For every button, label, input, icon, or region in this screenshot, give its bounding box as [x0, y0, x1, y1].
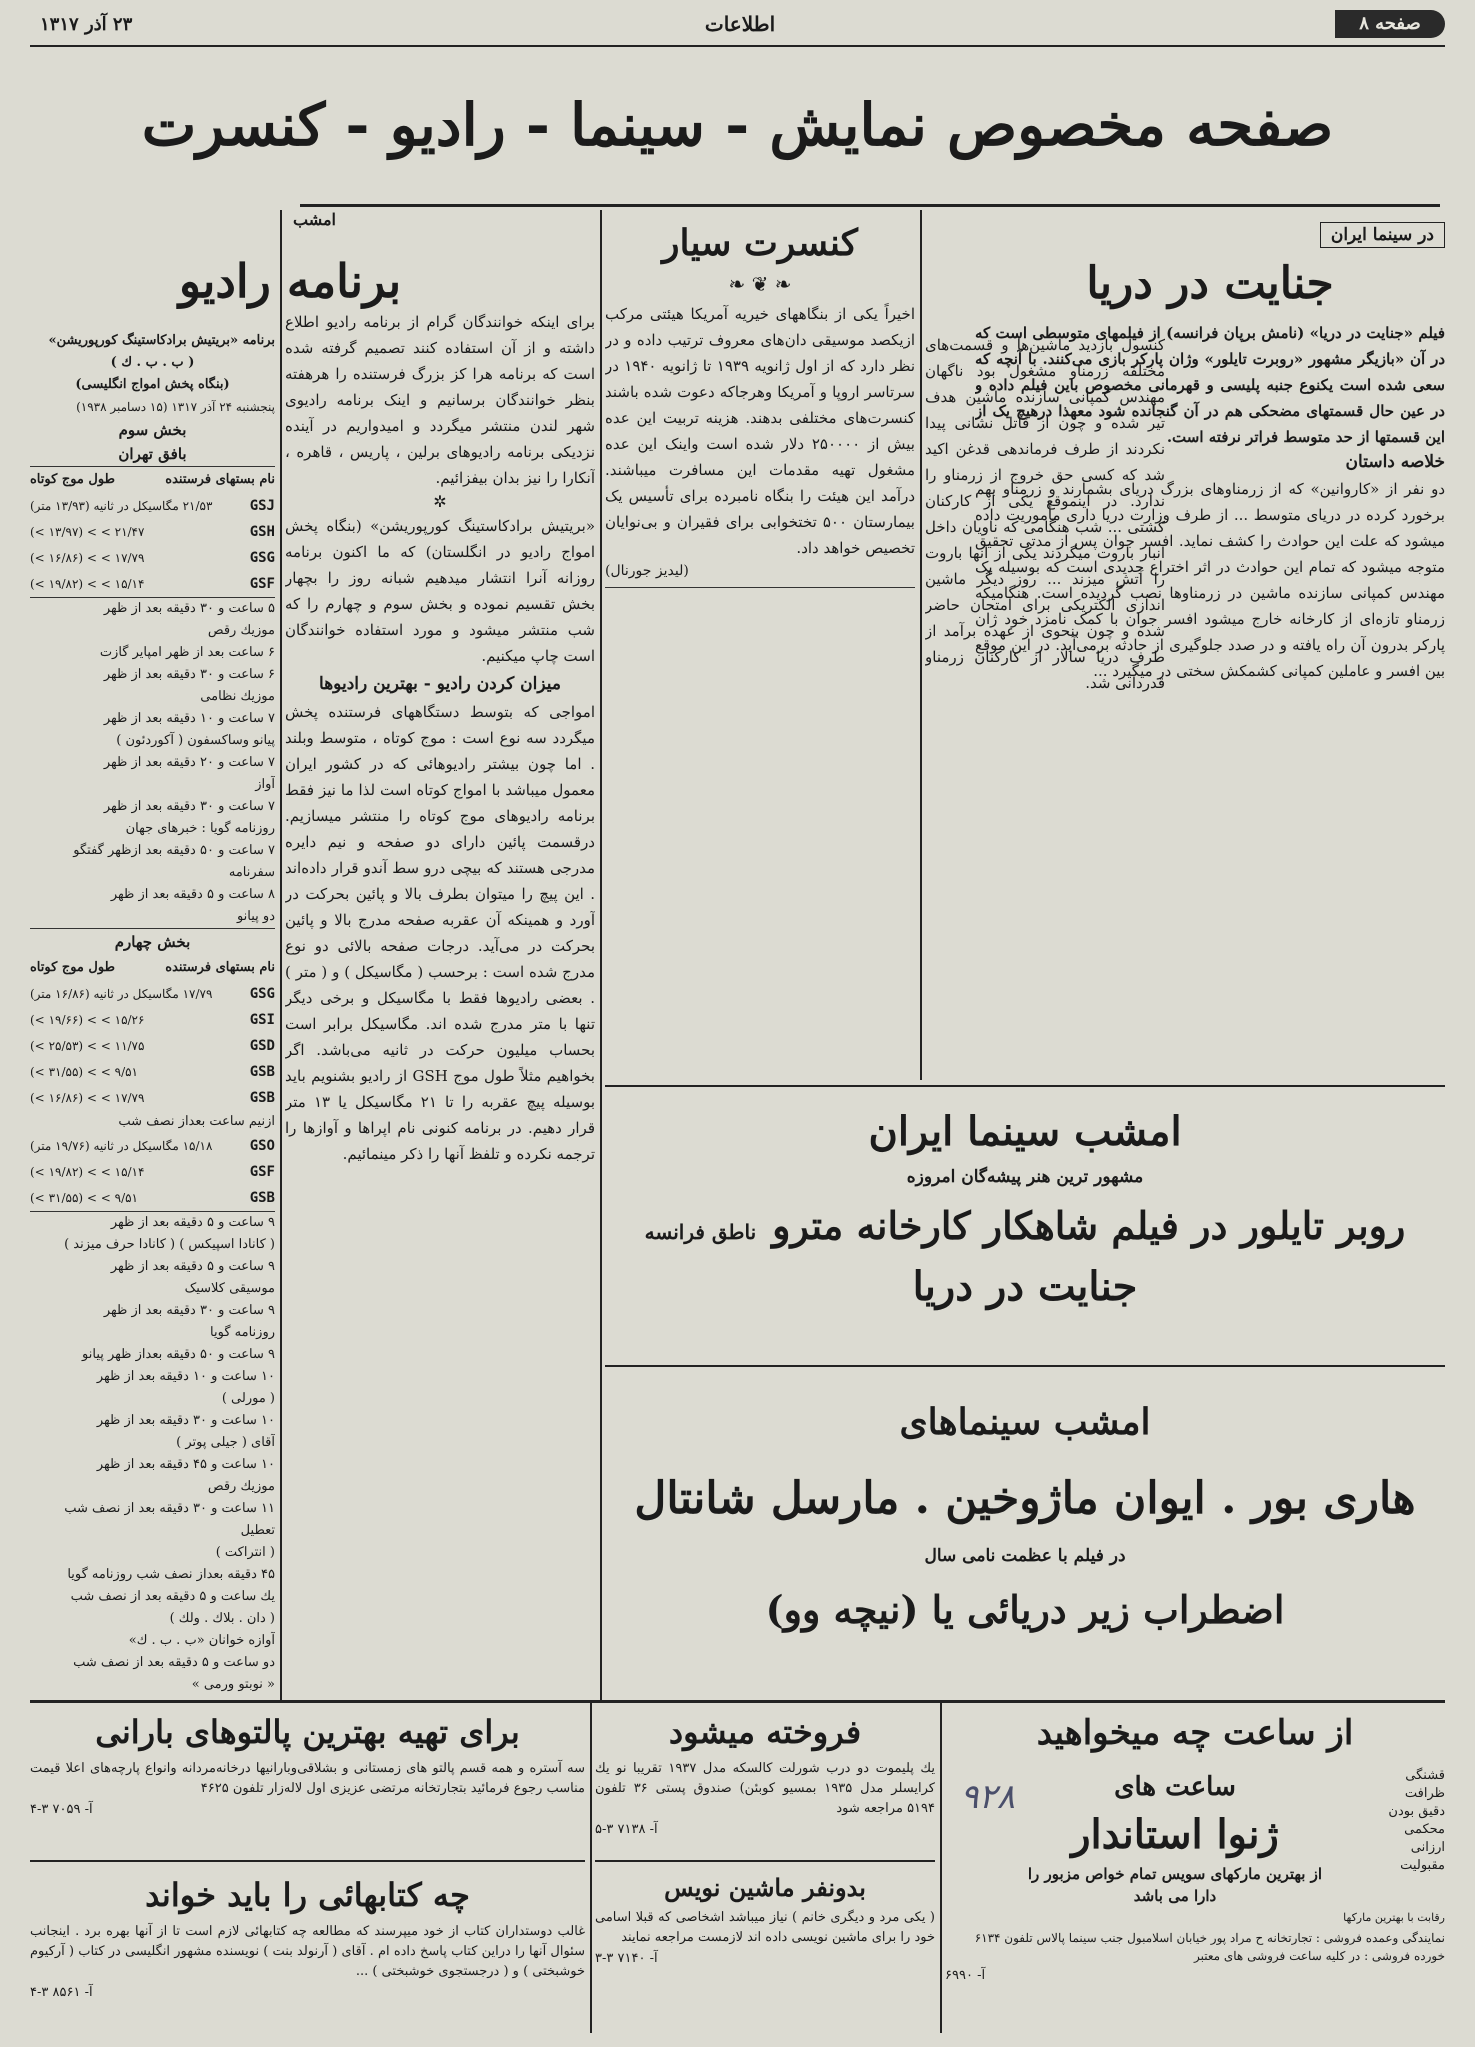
- ad-sale-code: آ- ۷۱۳۸ ۳-۵: [595, 1822, 658, 1837]
- ad-rule: [595, 1860, 935, 1862]
- section4-stations-late: [30, 1133, 275, 1211]
- column-divider: [280, 210, 282, 1700]
- station-code: GSH: [249, 524, 275, 540]
- schedule-col-headers: [30, 466, 275, 493]
- program-line: ( کانادا اسپیکس ) ( کانادا حرف میزند ): [64, 1237, 275, 1252]
- program-line: ( دان . بلاك . ولك ): [169, 1611, 275, 1626]
- schedule-subtitle: (بنگاه پخش امواج انگلیسی): [75, 377, 230, 392]
- ad-watches-brand-block: [1015, 1767, 1335, 1907]
- program-line: ( مورلی ): [221, 1391, 275, 1406]
- ad-divider: [940, 1703, 942, 2033]
- ad-books-code: آ- ۸۵۶۱ ۳-۴: [30, 1985, 93, 2000]
- radio-bbc-note: «بریتیش برادکاستینگ کورپوریشن» (بنگاه پخش امواج رادیو در انگلستان) که ما اکنون برنامه روزانه آنرا انتشار میدهیم شبانه روز را بچهار بخش تقسیم نموده و بخش سوم و چهارم را که شب منتشر میشود و مورد استفاده خوانندگان است چاپ میکنیم.: [285, 517, 595, 665]
- program-line: ۷ ساعت و ۲۰ دقیقه بعد از ظهر: [103, 755, 275, 770]
- column-divider: [920, 210, 922, 1080]
- station-row: [30, 545, 275, 571]
- ad-cinemas-tagline: در فیلم با عظمت نامی سال: [924, 1546, 1126, 1566]
- banner-rule: [300, 204, 1440, 207]
- program-line: ۱۱ ساعت و ۳۰ دقیقه بعد از نصف شب تعطیل: [64, 1501, 275, 1538]
- program-line: ۹ ساعت و ۵ دقیقه بعد از ظهر: [110, 1259, 275, 1274]
- ad-cinema-iran-film: جنایت در دریا: [912, 1263, 1138, 1310]
- concert-source: (لیدیز جورنال): [605, 563, 689, 579]
- program-line: ۷ ساعت و ۵۰ دقیقه بعد ازظهر گفتگو: [73, 843, 275, 858]
- station-frequency: ۱۵/۲۶ > > (۱۹/۶۶ >): [30, 1013, 145, 1027]
- program-line: پیانو وساکسفون ( آکوردئون ): [116, 733, 275, 748]
- ad-watches-retail: خورده فروشی : در کلیه ساعت فروشی های معتبر: [1193, 1949, 1445, 1963]
- ad-watches-brand: ژنوا استاندار: [1071, 1811, 1279, 1858]
- station-row: [30, 493, 275, 519]
- ad-cinema-iran: [605, 1090, 1445, 1360]
- radio-tonight: امشب: [293, 210, 336, 229]
- schedule-program-title: برنامه «بریتیش برادکاستینگ کورپوریشن»: [48, 333, 275, 348]
- concert-rule: [605, 587, 915, 588]
- station-code: GSB: [249, 1190, 275, 1206]
- ad-books-body: غالب دوستداران کتاب از خود میپرسند که مطالعه چه کتابهائی لازم است تا از آنها بهره برد . اینجانب سئوال آنها را دراین کتاب پاسخ داده ام . آقای ( آرنولد بنت ) نویسنده مشهور انگلیسی در کتاب ( آرکیوم خوشبختی ) و ( درجستجوی خوشبختی ) ...: [30, 1924, 585, 1979]
- banner-title: صفحه مخصوص نمایش - سینما - رادیو - کنسرت: [141, 91, 1334, 159]
- ad-watches-desc: از بهترین مارکهای سویس تمام خواص مزبور را دارا می باشد: [1027, 1865, 1323, 1905]
- station-code: GSD: [249, 1038, 275, 1054]
- cinema-article-continued: [925, 332, 1165, 1077]
- program-line: ۸ ساعت و ۵ دقیقه بعد از ظهر: [110, 887, 275, 902]
- station-row: [30, 1033, 275, 1059]
- ad-watches-headline: از ساعت چه میخواهید: [1036, 1713, 1354, 1753]
- program-line: یك ساعت و ۵ دقیقه بعد از نصف شب: [70, 1589, 275, 1604]
- concert-article: [605, 215, 915, 1085]
- ad-watches-side-note: رقابت با بهترین مارکها: [1343, 1911, 1445, 1924]
- program-line: موزیك رقص: [207, 623, 275, 638]
- ad-books-headline: چه کتابهائی را باید خواند: [145, 1876, 470, 1914]
- program-line: ( انتراکت ): [215, 1545, 275, 1560]
- ad-cinema-iran-language: ناطق فرانسه: [644, 1220, 757, 1244]
- station-frequency: ۲۱/۴۷ > > (۱۳/۹۷ >): [30, 525, 145, 539]
- program-line: ۶ ساعت و ۳۰ دقیقه بعد از ظهر: [103, 667, 275, 682]
- cinema-body: دو نفر از «کاروانین» که از زرمناوهای بزرگ دریای بشمارند و زرمناو بهم برخورد کرده در دریای متوسط ... از طرف وزارت دریا داری مأموریت داده میشود که علت این حوادث را کشف نماید. افسر جوان پس از مدتی تحقیق متوجه میشود که تمام این حوادث در اثر اختراع جدیدی است که بوسیله یک مهندس کمپانی سازنده ماشین در زرمناوها نصب گردیده است. هنگامیکه زرمناو تازه‌ای از کارخانه خارج میشود افسر جوان با کمک نامزد خود ژان پارکر بدرون آن راه یافته و در صدد جلوگیری از حادثه برمی‌آید. در این موقع بین افسر و عاملین کمپانی کشمکش سختی در میگیرد ...: [975, 480, 1445, 680]
- program-line: موزیك نظامی: [200, 689, 275, 704]
- ad-cinema-iran-tonight: امشب سینما ایران: [868, 1108, 1182, 1155]
- ad-rule: [605, 1365, 1445, 1367]
- schedule-col-headers-2: [30, 955, 275, 981]
- ad-rule: [30, 1860, 585, 1862]
- ad-sale-headline: فروخته میشود: [668, 1713, 862, 1751]
- station-frequency: ۱۵/۱۸ مگاسیکل در ثانیه (۱۹/۷۶ متر): [30, 1139, 213, 1153]
- ad-watches-body: [945, 1767, 1445, 1907]
- issue-date: ۲۳ آذر ۱۳۱۷: [40, 14, 133, 35]
- ad-watches-code: آ- ۶۹۹۰: [945, 1968, 986, 1983]
- ad-typist: [595, 1868, 935, 2033]
- section3-timezone: بافق تهران: [118, 445, 187, 463]
- station-row: [30, 1159, 275, 1185]
- ad-raincoats-code: آ- ۷۰۵۹ ۳-۴: [30, 1802, 93, 1817]
- program-line: ۱۰ ساعت و ۱۰ دقیقه بعد از ظهر: [96, 1369, 275, 1384]
- station-frequency: ۹/۵۱ > > (۳۱/۵۵ >): [30, 1065, 139, 1079]
- cinema-intro: فیلم «جنایت در دریا» (نامش برپان فرانسه) از فیلمهای متوسطی است که در آن «بازیگر مشهور «روبرت تایلور» وژان پارکر بازی می‌کنند. با آنچه که سعی شده است یکنوع جنبه پلیسی و قهرمانی مخصوص باین فیلم داده و در عین حال قسمتهای مضحکی هم در آن گنجانده شود معهذا درهیچ یک از این قسمتها از حد متوسط فراتر نرفته است.: [975, 324, 1445, 446]
- station-frequency: ۱۵/۱۴ > > (۱۹/۸۲ >): [30, 1165, 145, 1179]
- station-code: GSF: [249, 576, 275, 592]
- section4-programs: [30, 1211, 275, 1700]
- concert-headline: کنسرت سیار: [662, 222, 858, 264]
- radio-tech-title: میزان کردن رادیو - بهترین رادیوها: [319, 674, 561, 694]
- ad-raincoats-body: سه آستره و همه قسم پالتو های زمستانی و بشلاقی‌وبارانیها درخانه‌مردانه وانواع پارچه‌های اعلا قیمت مناسب رجوع فرمائید بتجارتخانه مرتضی عزیزی اول لاله‌زار تلفون ۴۶۲۵: [30, 1761, 585, 1796]
- watch-quality: محکمی: [1404, 1822, 1445, 1837]
- watch-quality: ارزانی: [1410, 1840, 1445, 1855]
- section3-programs: [30, 597, 275, 928]
- ad-cinemas-stars: هاری بور . ایوان ماژوخین . مارسل شانتال: [634, 1473, 1416, 1524]
- ad-cinema-iran-stars-row: [605, 1196, 1445, 1256]
- program-line: آواز: [255, 777, 275, 792]
- watch-quality: قشنگی: [1405, 1768, 1445, 1783]
- program-line: ۷ ساعت و ۱۰ دقیقه بعد از ظهر: [103, 711, 275, 726]
- watch-quality: مقبولیت: [1400, 1858, 1445, 1873]
- ad-cinema-iran-subtitle: مشهور ترین هنر پیشه‌گان امروزه: [906, 1167, 1144, 1187]
- station-row: [30, 1007, 275, 1033]
- station-code: GSF: [249, 1164, 275, 1180]
- page-number-label: صفحه ۸: [1335, 10, 1445, 38]
- ad-watches: [945, 1705, 1445, 2035]
- station-code: GSB: [249, 1064, 275, 1080]
- program-line: دو ساعت و ۵ دقیقه بعد از نصف شب: [73, 1655, 275, 1670]
- ad-raincoats: [30, 1705, 585, 1855]
- ad-cinemas-tonight: امشب سینماهای: [899, 1401, 1151, 1443]
- section3-title: بخش سوم: [118, 421, 187, 439]
- station-frequency: ۱۱/۷۵ > > (۲۵/۵۳ >): [30, 1039, 145, 1053]
- col-header-station: نام بستهای فرستنده: [165, 472, 275, 487]
- program-line: ۵ ساعت و ۳۰ دقیقه بعد از ظهر: [103, 601, 275, 616]
- program-line: « نوبتو ورمی »: [191, 1677, 275, 1692]
- col-header-wavelength: طول موج کوتاه: [30, 472, 115, 487]
- ad-sale: [595, 1705, 935, 1855]
- program-line: سفرنامه: [228, 865, 275, 880]
- program-line: آقای ( جیلی پوتر ): [176, 1435, 275, 1450]
- radio-headline: برنامه رادیو: [178, 254, 402, 308]
- ad-books: [30, 1868, 585, 2033]
- program-line: روزنامه گویا : خبرهای جهان: [125, 821, 275, 836]
- station-code: GSO: [249, 1138, 275, 1154]
- section4-note: ازنیم ساعت بعداز نصف شب: [118, 1114, 275, 1129]
- concert-body: اخیراً یکی از بنگاههای خیریه آمریکا هیئتی مرکب ازیکصد موسیقی دان‌های معروف ترتیب داده و در نظر دارد که از اول ژانویه ۱۹۳۹ تا ژانویه ۱۹۴۰ در سرتاسر اروپا و آمریکا وهرجاکه دعوت شده باشند کنسرت‌های مختلفی بدهند. هزینه تربیت این عده بیش از ۲۵۰۰۰۰ دلار شده است واینک این عده مشغول تهیه مقدمات این مسافرت میباشند. درآمد این هیئت را بنگاه نامبرده برای تأسیس یک بیمارستان ۵۰۰ تختخوابی برای فقیران و بی‌نوایان تخصیص خواهد داد.: [605, 305, 915, 557]
- station-frequency: ۲۱/۵۳ مگاسیکل در ثانیه (۱۳/۹۳ متر): [30, 499, 213, 513]
- station-code: GSG: [249, 550, 275, 566]
- program-line: ۹ ساعت و ۳۰ دقیقه بعد از ظهر: [103, 1303, 275, 1318]
- station-row: [30, 1185, 275, 1211]
- station-code: GSB: [249, 1090, 275, 1106]
- ad-divider: [590, 1703, 592, 2033]
- station-frequency: ۱۵/۱۴ > > (۱۹/۸۲ >): [30, 577, 145, 591]
- program-line: آوازه خوانان «ب . ب . ك»: [128, 1633, 275, 1648]
- ad-typist-headline: بدونفر ماشین نویس: [664, 1873, 866, 1902]
- program-line: روزنامه گویا: [210, 1325, 275, 1340]
- newspaper-name: اطلاعات: [704, 12, 776, 36]
- station-frequency: ۱۷/۷۹ > > (۱۶/۸۶ >): [30, 551, 145, 565]
- radio-star-icon: ✲: [433, 492, 447, 511]
- ad-watches-qualities: [1335, 1767, 1445, 1907]
- col-header-station: نام بستهای فرستنده: [165, 960, 275, 975]
- schedule-abbr: ( ب . ب . ك ): [110, 355, 195, 370]
- station-code: GSI: [249, 1012, 275, 1028]
- station-row: [30, 1059, 275, 1085]
- program-line: موزیك رقص: [207, 1479, 275, 1494]
- ad-watches-brand-pre: ساعت های: [1114, 1772, 1236, 1802]
- cinema-summary-title: خلاصه داستان: [1345, 452, 1445, 472]
- ad-typist-body: ( یکی مرد و دیگری خانم ) نیاز میباشد اشخاصی که قبلا اسامی خود را برای ماشین نویسی داده اند لازمست مراجعه نمایند: [595, 1910, 935, 1945]
- station-row: [30, 571, 275, 597]
- ad-cinemas: [605, 1372, 1445, 1692]
- ad-watches-dealer: نمایندگی وعمده فروشی : تجارتخانه ح مراد پور خیابان اسلامبول جنب سینما پالاس تلفون ۶۱۳۴: [974, 1931, 1445, 1945]
- watch-quality: دقیق بودن: [1388, 1804, 1445, 1819]
- ad-cinema-iran-stars: روبر تایلور در فیلم شاهکار کارخانه مترو: [772, 1203, 1406, 1248]
- bottom-ads-rule: [30, 1700, 1445, 1703]
- section4-stations: [30, 981, 275, 1111]
- header-rule: [30, 45, 1445, 47]
- ad-typist-code: آ- ۷۱۴۰ ۳-۳: [595, 1951, 658, 1966]
- station-frequency: ۹/۵۱ > > (۳۱/۵۵ >): [30, 1191, 139, 1205]
- column-divider: [600, 210, 602, 1700]
- ad-raincoats-headline: برای تهیه بهترین پالتوهای بارانی: [95, 1713, 520, 1751]
- radio-intro: برای اینکه خوانندگان گرام از برنامه رادیو اطلاع داشته و از آن استفاده کنند تصمیم گرفته شده است که برنامه هرا کز بزرگ فرستنده را هرهفته بنظر خوانندگان برسانیم و اینک برنامه رادیوی شهر لندن منتشر میگردد و امیدواریم در آینده نزدیکی برنامه رادیوهای برلین ، پاریس ، قاهره ، آنکارا را نیز بدان بیفزائیم.: [285, 313, 595, 487]
- cinema-kicker: در سینما ایران: [1320, 222, 1445, 248]
- watch-quality: ظرافت: [1404, 1786, 1445, 1801]
- schedule-date: پنجشنبه ۲۴ آذر ۱۳۱۷ (۱۵ دسامبر ۱۹۳۸): [76, 400, 275, 414]
- ad-sale-body: یك پلیموت دو درب شورلت کالسکه مدل ۱۹۳۷ تقریبا نو یك کرایسلر مدل ۱۹۳۵ بمسیو کوبئن) صندوق پستی ۳۶ تلفون ۵۱۹۴ مراجعه شود: [595, 1761, 935, 1816]
- col-header-wavelength: طول موج کوتاه: [30, 960, 115, 975]
- cinema-body-continued: کنسول بازدید ماشین‌ها و قسمت‌های مختلفه زرمناو مشغول بود ناگهان مهندس کمپانی سازنده ماشین هدف تیر شده و چون از قاتل نشانی پیدا نکردند از طرف فرماندهی قدغن اکید شد که کسی حق خروج از زرمناو را ندارد. در اینموقع یکی از کارکنان کشتی ... شب هنگامی که ناویان داخل انبار باروت میگردند یکی از آنها باروت را آتش میزند ... روز دیگر ماشین اندازی الکتریکی برای امتحان حاضر شده و چون بنحوی از عهده برآمد از طرف دریا سالار از کارکنان زرمناو قدردانی شد.: [925, 336, 1165, 692]
- station-code: GSJ: [249, 498, 275, 514]
- station-frequency: ۱۷/۷۹ > > (۱۶/۸۶ >): [30, 1091, 145, 1105]
- program-line: دو پیانو: [236, 909, 275, 924]
- station-row: [30, 519, 275, 545]
- station-row: [30, 1133, 275, 1159]
- station-code: GSG: [249, 986, 275, 1002]
- cinema-headline: جنایت در دریا: [1086, 258, 1334, 309]
- ad-watches-handwritten: ۹۲۸: [960, 1777, 1015, 1817]
- program-line: ۴۵ دقیقه بعداز نصف شب روزنامه گویا: [67, 1567, 275, 1582]
- ad-rule: [605, 1085, 1445, 1087]
- section3-stations: [30, 493, 275, 597]
- station-frequency: ۱۷/۷۹ مگاسیکل در ثانیه (۱۶/۸۶ متر): [30, 987, 213, 1001]
- ad-cinemas-film: اضطراب زیر دریائی یا (نیچه وو): [765, 1587, 1285, 1632]
- radio-schedule: [30, 330, 275, 1700]
- program-line: ۷ ساعت و ۳۰ دقیقه بعد از ظهر: [103, 799, 275, 814]
- radio-article: [285, 210, 595, 1700]
- program-line: ۱۰ ساعت و ۴۵ دقیقه بعد از ظهر: [96, 1457, 275, 1472]
- program-line: ۹ ساعت و ۵ دقیقه بعد از ظهر: [110, 1215, 275, 1230]
- program-line: موسیقی کلاسیک: [184, 1281, 275, 1296]
- program-line: ۹ ساعت و ۵۰ دقیقه بعداز ظهر پیانو: [82, 1347, 275, 1362]
- concert-ornament: ❧ ❦ ❧: [728, 272, 792, 296]
- radio-tech-body: امواجی که بتوسط دستگاههای فرستنده پخش میگردد سه نوع است : موج کوتاه ، متوسط وبلند . اما چون بیشتر رادیوهائی که در کشور ایران معمول میباشد با امواج کوتاه است لذا ما نیز فقط برنامه رادیوهای موج کوتاه را منتشر میسازیم. درقسمت پائین دارای دو صفحه و نیم دایره مدرجی هستند که بیچی درو سط آندو قرار داده‌اند . این پیچ را میتوان بطرف بالا و پائین بحرکت در آورد و همینکه آن عقربه صفحه مدرج بالا و پائین بحرکت در می‌آید. درجات صفحه بالائی دو نوع مدرج شده است : برحسب ( مگاسیکل ) و ( متر ) . بعضی رادیوها فقط با مگاسیکل و برخی دیگر تنها با متر مدرج شده اند. مگاسیکل برابر است بحساب میلیون حرکت در ثانیه می‌باشد. اگر بخواهیم مثلاً طول موج GSH از رادیو بشنویم باید بوسیله پیچ عقربه را تا ۲۱ مگاسیکل یا ۱۳ متر قرار دهیم. در برنامه کنونی نام اپراها و آوازها را ترجمه نکرده و تلفظ آنها را ذکر مینمائیم.: [285, 703, 595, 1163]
- station-row: [30, 981, 275, 1007]
- program-line: ۶ ساعت بعد از ظهر امپایر گازت: [99, 645, 275, 660]
- program-line: ۱۰ ساعت و ۳۰ دقیقه بعد از ظهر: [96, 1413, 275, 1428]
- section4-title: بخش چهارم: [30, 928, 275, 955]
- station-row: [30, 1085, 275, 1111]
